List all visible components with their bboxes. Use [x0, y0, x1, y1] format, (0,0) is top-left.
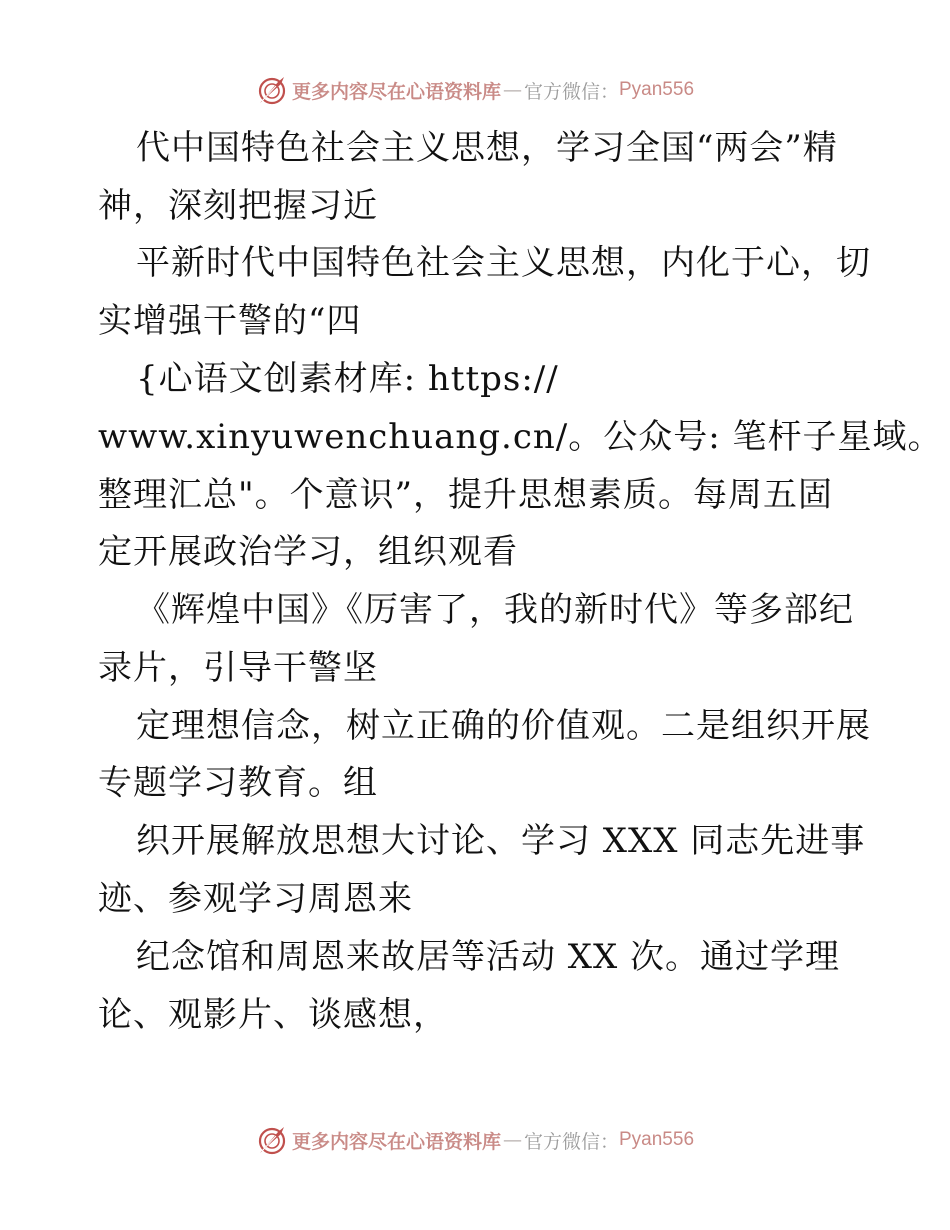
header-watermark — [0, 70, 950, 110]
body-line: 代中国特色社会主义思想，学习全国“两会”精 — [136, 128, 838, 168]
watermark-dash: — — [502, 79, 522, 101]
body-line: 整理汇总"。个意识”，提升思想素质。每周五固 — [98, 475, 834, 515]
body-line: 纪念馆和周恩来故居等活动 XX 次。通过学理 — [136, 937, 841, 977]
body-line: 《辉煌中国》《厉害了，我的新时代》等多部纪 — [136, 590, 854, 630]
watermark-wechat-id: Pyan556 — [619, 1129, 695, 1150]
watermark-wechat-label: 官方微信： — [523, 80, 619, 103]
quill-logo-icon — [256, 1124, 288, 1156]
watermark-wechat-label: 官方微信： — [523, 1130, 619, 1153]
body-line: 迹、参观学习周恩来 — [98, 879, 413, 919]
watermark-wechat-id: Pyan556 — [619, 79, 695, 100]
quill-logo-icon — [256, 74, 288, 106]
body-line: 专题学习教育。组 — [98, 763, 378, 803]
body-line: 织开展解放思想大讨论、学习 XXX 同志先进事 — [136, 821, 866, 861]
watermark-title: 更多内容尽在心语资料库 — [291, 80, 501, 103]
body-line: 神，深刻把握习近 — [98, 186, 378, 226]
footer-watermark — [0, 1120, 950, 1160]
body-line: 论、观影片、谈感想， — [98, 995, 448, 1035]
body-line: 平新时代中国特色社会主义思想，内化于心，切 — [136, 243, 871, 283]
body-line: 实增强干警的“四 — [98, 301, 362, 341]
body-line: 定开展政治学习，组织观看 — [98, 532, 518, 572]
watermark-title: 更多内容尽在心语资料库 — [291, 1130, 501, 1153]
body-line: 定理想信念，树立正确的价值观。二是组织开展 — [136, 706, 871, 746]
body-line: {心语文创素材库: https:// — [136, 359, 559, 399]
body-line: 录片，引导干警坚 — [98, 648, 378, 688]
body-line: www.xinyuwenchuang.cn/。公众号: 笔杆子星域。 — [98, 417, 943, 457]
watermark-dash: — — [502, 1129, 522, 1151]
